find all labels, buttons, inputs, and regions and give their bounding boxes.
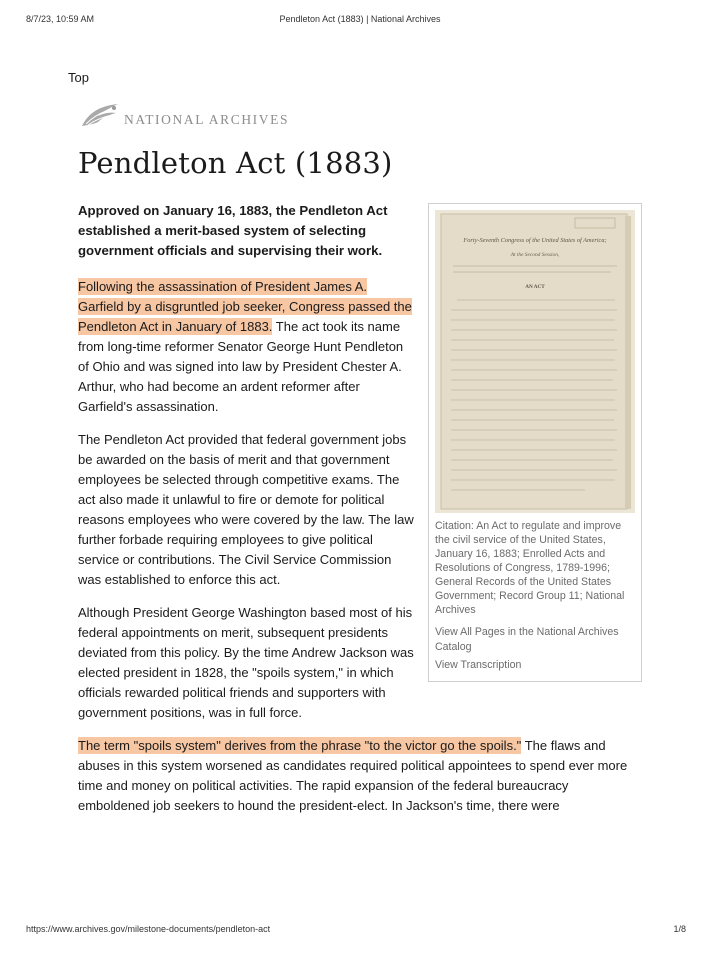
print-header <box>26 14 694 28</box>
print-datetime: 8/7/23, 10:59 AM <box>26 14 95 24</box>
highlighted-text: Following the assassination of President James A. Garfield by a disgruntled job seeker, Congress passed the Pendleton Act in January of 1883. <box>78 279 412 334</box>
paragraph-2: The Pendleton Act provided that federal government jobs be awarded on the basis of merit and that government employees be selected through competitive exams. The act also made it unlawful to fire or demote for political reasons employees who were covered by the law. The law further forbade requiring employees to give political service or contributions. The Civil Service Commission was established to enforce this act. <box>78 432 414 587</box>
document-figure <box>428 203 642 682</box>
paragraph-4 <box>78 736 642 816</box>
figure-act-label: AN ACT <box>525 284 545 290</box>
eagle-icon <box>78 100 122 130</box>
article-body <box>78 201 642 829</box>
figure-caption: Citation: An Act to regulate and improve the civil service of the United States, January 16, 1883; Enrolled Acts and Resolutions of Congress, 1789-1996; General Records of the United States Government; Record Group 11; National Archives <box>435 520 625 616</box>
page-title: Pendleton Act (1883) <box>78 146 393 180</box>
highlighted-text: The term "spoils system" derives from the phrase "to the victor go the spoils." <box>78 738 522 753</box>
top-link[interactable]: Top <box>68 70 89 85</box>
paragraph-text: The flaws and abuses in this system worsened as candidates required political appointees to spend ever more time and money on political activities. The rapid expansion of the federal bureaucracy emboldened job seekers to hound the president-elect. In Jackson's time, there were <box>78 738 628 813</box>
figure-sub: At the Second Session, <box>510 252 560 258</box>
view-transcription-link[interactable]: View Transcription <box>435 659 522 671</box>
print-page-number: 1/8 <box>673 924 686 934</box>
lead-paragraph: Approved on January 16, 1883, the Pendleton Act established a merit-based system of selecting government officials and supervising their work. <box>78 203 388 258</box>
figure-heading: Forty-Seventh Congress of the United States of America; <box>463 237 607 244</box>
document-image[interactable] <box>435 210 635 513</box>
print-footer <box>26 924 694 938</box>
logo-text: NATIONAL ARCHIVES <box>124 112 290 127</box>
national-archives-logo[interactable] <box>78 100 289 130</box>
print-url: https://www.archives.gov/milestone-documents/pendleton-act <box>26 924 271 934</box>
print-page-title: Pendleton Act (1883) | National Archives <box>279 14 441 24</box>
paragraph-text: The act took its name from long-time reformer Senator George Hunt Pendleton of Ohio and was signed into law by President Chester A. Arthur, who had become an ardent reformer after Garfield's assassination. <box>78 319 404 414</box>
paragraph-3: Although President George Washington based most of his federal appointments on merit, subsequent presidents deviated from this policy. By the time Andrew Jackson was elected president in 1828, the "spoils system," in which officials rewarded political friends and supporters with government positions, was in full force. <box>78 605 414 720</box>
view-catalog-link[interactable]: View All Pages in the National Archives Catalog <box>435 626 619 653</box>
